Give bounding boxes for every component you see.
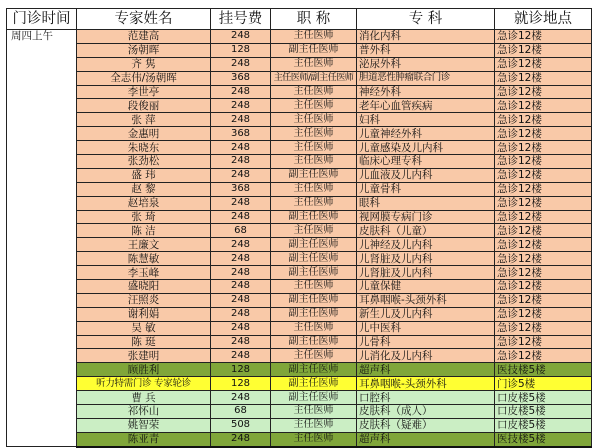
cell-specialty[interactable]: 皮肤科（疑难） xyxy=(357,418,495,432)
table-row[interactable] xyxy=(7,155,592,169)
column-header-location[interactable]: 就诊地点 xyxy=(495,9,592,30)
cell-registration-fee[interactable]: 508 xyxy=(211,418,271,432)
cell-location[interactable]: 急诊12楼 xyxy=(495,293,592,307)
cell-title[interactable]: 主任医师 xyxy=(271,155,357,169)
cell-title[interactable]: 主任医师 xyxy=(271,196,357,210)
cell-title[interactable]: 主任医师 xyxy=(271,182,357,196)
column-header-expert-name[interactable]: 专家姓名 xyxy=(77,9,211,30)
cell-title[interactable]: 副主任医师 xyxy=(271,43,357,57)
cell-specialty[interactable]: 胆道恶性肿瘤联合门诊 xyxy=(357,71,495,85)
cell-title[interactable]: 副主任医师 xyxy=(271,377,357,391)
table-row[interactable] xyxy=(7,363,592,377)
cell-registration-fee[interactable]: 128 xyxy=(211,377,271,391)
cell-location[interactable]: 急诊12楼 xyxy=(495,280,592,294)
cell-expert-name[interactable]: 祁怀山 xyxy=(77,405,211,419)
cell-location[interactable]: 急诊12楼 xyxy=(495,43,592,57)
cell-registration-fee[interactable]: 248 xyxy=(211,293,271,307)
cell-registration-fee[interactable]: 248 xyxy=(211,432,271,446)
cell-specialty[interactable]: 超声科 xyxy=(357,363,495,377)
cell-location[interactable]: 急诊12楼 xyxy=(495,335,592,349)
cell-specialty[interactable]: 耳鼻咽喉-头颈外科 xyxy=(357,377,495,391)
cell-registration-fee[interactable]: 248 xyxy=(211,391,271,405)
cell-registration-fee[interactable]: 248 xyxy=(211,238,271,252)
cell-registration-fee[interactable]: 248 xyxy=(211,266,271,280)
cell-specialty[interactable]: 儿骨科 xyxy=(357,335,495,349)
cell-title[interactable]: 副主任医师 xyxy=(271,210,357,224)
cell-specialty[interactable]: 儿中医科 xyxy=(357,321,495,335)
cell-registration-fee[interactable]: 248 xyxy=(211,30,271,44)
cell-registration-fee[interactable]: 368 xyxy=(211,182,271,196)
cell-expert-name[interactable]: 曹 兵 xyxy=(77,391,211,405)
cell-specialty[interactable]: 临床心理专科 xyxy=(357,155,495,169)
table-row[interactable] xyxy=(7,99,592,113)
table-row[interactable] xyxy=(7,238,592,252)
cell-title[interactable]: 主任医师 xyxy=(271,141,357,155)
cell-specialty[interactable]: 妇科 xyxy=(357,113,495,127)
cell-specialty[interactable]: 儿童神经外科 xyxy=(357,127,495,141)
cell-location[interactable]: 口皮楼5楼 xyxy=(495,405,592,419)
table-row[interactable] xyxy=(7,43,592,57)
table-row[interactable] xyxy=(7,405,592,419)
cell-specialty[interactable]: 消化内科 xyxy=(357,30,495,44)
cell-specialty[interactable]: 皮肤科（成人） xyxy=(357,405,495,419)
cell-location[interactable]: 急诊12楼 xyxy=(495,113,592,127)
table-row[interactable] xyxy=(7,30,592,44)
cell-title[interactable]: 副主任医师 xyxy=(271,266,357,280)
cell-location[interactable]: 急诊12楼 xyxy=(495,85,592,99)
cell-specialty[interactable]: 眼科 xyxy=(357,196,495,210)
cell-specialty[interactable]: 视网膜专病门诊 xyxy=(357,210,495,224)
table-row[interactable] xyxy=(7,210,592,224)
column-header-session-time[interactable]: 门诊时间 xyxy=(7,9,77,30)
cell-title[interactable]: 主任医师 xyxy=(271,405,357,419)
cell-expert-name[interactable]: 姚智荣 xyxy=(77,418,211,432)
cell-specialty[interactable]: 儿童骨科 xyxy=(357,182,495,196)
cell-expert-name[interactable]: 听力特需门诊 专家轮诊 xyxy=(77,377,211,391)
cell-title[interactable]: 主任医师 xyxy=(271,224,357,238)
cell-expert-name[interactable]: 汪照炎 xyxy=(77,293,211,307)
cell-registration-fee[interactable]: 248 xyxy=(211,252,271,266)
table-row[interactable] xyxy=(7,113,592,127)
cell-title[interactable]: 主任医师 xyxy=(271,321,357,335)
cell-expert-name[interactable]: 张 萍 xyxy=(77,113,211,127)
cell-registration-fee[interactable]: 248 xyxy=(211,85,271,99)
cell-location[interactable]: 急诊12楼 xyxy=(495,57,592,71)
cell-specialty[interactable]: 耳鼻咽喉-头颈外科 xyxy=(357,293,495,307)
cell-title[interactable]: 副主任医师 xyxy=(271,391,357,405)
cell-specialty[interactable]: 儿童感染及儿内科 xyxy=(357,141,495,155)
table-row[interactable] xyxy=(7,335,592,349)
cell-expert-name[interactable]: 张 琦 xyxy=(77,210,211,224)
table-row[interactable] xyxy=(7,280,592,294)
cell-expert-name[interactable]: 盛 玮 xyxy=(77,168,211,182)
table-row[interactable] xyxy=(7,266,592,280)
cell-title[interactable]: 副主任医师 xyxy=(271,293,357,307)
cell-title[interactable]: 副主任医师 xyxy=(271,252,357,266)
cell-location[interactable]: 口皮楼5楼 xyxy=(495,418,592,432)
cell-location[interactable]: 口皮楼5楼 xyxy=(495,391,592,405)
cell-specialty[interactable]: 超声科 xyxy=(357,432,495,446)
cell-title[interactable]: 副主任医师 xyxy=(271,168,357,182)
cell-specialty[interactable]: 新生儿及儿内科 xyxy=(357,307,495,321)
cell-expert-name[interactable]: 全志伟/汤朝晖 xyxy=(77,71,211,85)
cell-specialty[interactable]: 儿肾脏及儿内科 xyxy=(357,266,495,280)
table-row[interactable] xyxy=(7,377,592,391)
cell-location[interactable]: 急诊12楼 xyxy=(495,196,592,210)
cell-expert-name[interactable]: 段俊丽 xyxy=(77,99,211,113)
cell-specialty[interactable]: 皮肤科（儿童） xyxy=(357,224,495,238)
cell-title[interactable]: 主任医师 xyxy=(271,349,357,363)
cell-title[interactable]: 主任医师 xyxy=(271,127,357,141)
cell-specialty[interactable]: 老年心血管疾病 xyxy=(357,99,495,113)
cell-specialty[interactable]: 儿肾脏及儿内科 xyxy=(357,252,495,266)
table-row[interactable] xyxy=(7,432,592,446)
cell-registration-fee[interactable]: 248 xyxy=(211,57,271,71)
cell-location[interactable]: 急诊12楼 xyxy=(495,99,592,113)
column-header-registration-fee[interactable]: 挂号费 xyxy=(211,9,271,30)
table-row[interactable] xyxy=(7,141,592,155)
cell-title[interactable]: 主任医师 xyxy=(271,85,357,99)
cell-expert-name[interactable]: 范建高 xyxy=(77,30,211,44)
cell-specialty[interactable]: 儿神经及儿内科 xyxy=(357,238,495,252)
cell-registration-fee[interactable]: 248 xyxy=(211,307,271,321)
header-row xyxy=(7,9,592,30)
cell-registration-fee[interactable]: 248 xyxy=(211,155,271,169)
cell-specialty[interactable]: 儿消化及儿内科 xyxy=(357,349,495,363)
cell-expert-name[interactable]: 陈 珽 xyxy=(77,335,211,349)
cell-expert-name[interactable]: 金惠明 xyxy=(77,127,211,141)
cell-title[interactable]: 主任医师/副主任医师 xyxy=(271,71,357,85)
cell-expert-name[interactable]: 赵培泉 xyxy=(77,196,211,210)
cell-registration-fee[interactable]: 248 xyxy=(211,99,271,113)
cell-registration-fee[interactable]: 128 xyxy=(211,363,271,377)
cell-location[interactable]: 急诊12楼 xyxy=(495,349,592,363)
clinic-schedule-table xyxy=(6,8,592,448)
table-row[interactable] xyxy=(7,293,592,307)
table-row[interactable] xyxy=(7,57,592,71)
table-row[interactable] xyxy=(7,391,592,405)
cell-location[interactable]: 医技楼5楼 xyxy=(495,432,592,446)
table-row[interactable] xyxy=(7,349,592,363)
cell-expert-name[interactable]: 吴 敏 xyxy=(77,321,211,335)
table-row[interactable] xyxy=(7,224,592,238)
cell-session-time[interactable]: 周四上午 xyxy=(7,30,77,447)
cell-location[interactable]: 急诊12楼 xyxy=(495,30,592,44)
cell-registration-fee[interactable]: 248 xyxy=(211,196,271,210)
table-row[interactable] xyxy=(7,321,592,335)
cell-location[interactable]: 急诊12楼 xyxy=(495,127,592,141)
cell-registration-fee[interactable]: 248 xyxy=(211,168,271,182)
cell-expert-name[interactable]: 张建明 xyxy=(77,349,211,363)
cell-location[interactable]: 门诊5楼 xyxy=(495,377,592,391)
cell-title[interactable]: 副主任医师 xyxy=(271,307,357,321)
cell-expert-name[interactable]: 李世亭 xyxy=(77,85,211,99)
cell-title[interactable]: 主任医师 xyxy=(271,113,357,127)
cell-registration-fee[interactable]: 248 xyxy=(211,113,271,127)
cell-expert-name[interactable]: 谢利娟 xyxy=(77,307,211,321)
cell-title[interactable]: 主任医师 xyxy=(271,432,357,446)
schedule-rows xyxy=(7,30,592,447)
cell-registration-fee[interactable]: 248 xyxy=(211,349,271,363)
cell-location[interactable]: 急诊12楼 xyxy=(495,141,592,155)
cell-location[interactable]: 急诊12楼 xyxy=(495,155,592,169)
cell-title[interactable]: 副主任医师 xyxy=(271,238,357,252)
cell-specialty[interactable]: 神经外科 xyxy=(357,85,495,99)
cell-expert-name[interactable]: 陈慧敏 xyxy=(77,252,211,266)
cell-expert-name[interactable]: 齐 隽 xyxy=(77,57,211,71)
cell-registration-fee[interactable]: 68 xyxy=(211,224,271,238)
table-row[interactable] xyxy=(7,85,592,99)
cell-title[interactable]: 主任医师 xyxy=(271,30,357,44)
cell-expert-name[interactable]: 汤朝晖 xyxy=(77,43,211,57)
cell-location[interactable]: 急诊12楼 xyxy=(495,71,592,85)
cell-title[interactable]: 主任医师 xyxy=(271,418,357,432)
cell-registration-fee[interactable]: 248 xyxy=(211,280,271,294)
column-header-specialty[interactable]: 专 科 xyxy=(357,9,495,30)
cell-title[interactable]: 主任医师 xyxy=(271,99,357,113)
cell-specialty[interactable]: 儿血液及儿内科 xyxy=(357,168,495,182)
cell-expert-name[interactable]: 赵 黎 xyxy=(77,182,211,196)
cell-title[interactable]: 副主任医师 xyxy=(271,363,357,377)
table-row[interactable] xyxy=(7,71,592,85)
cell-expert-name[interactable]: 张劲松 xyxy=(77,155,211,169)
cell-expert-name[interactable]: 李玉峰 xyxy=(77,266,211,280)
cell-expert-name[interactable]: 陈亚青 xyxy=(77,432,211,446)
cell-location[interactable]: 急诊12楼 xyxy=(495,224,592,238)
cell-location[interactable]: 急诊12楼 xyxy=(495,210,592,224)
cell-location[interactable]: 急诊12楼 xyxy=(495,321,592,335)
cell-specialty[interactable]: 儿童保健 xyxy=(357,280,495,294)
cell-location[interactable]: 急诊12楼 xyxy=(495,238,592,252)
cell-location[interactable]: 急诊12楼 xyxy=(495,168,592,182)
column-header-title[interactable]: 职 称 xyxy=(271,9,357,30)
cell-expert-name[interactable]: 朱晓东 xyxy=(77,141,211,155)
cell-expert-name[interactable]: 盛晓阳 xyxy=(77,280,211,294)
cell-location[interactable]: 医技楼5楼 xyxy=(495,363,592,377)
cell-registration-fee[interactable]: 68 xyxy=(211,405,271,419)
table-row[interactable] xyxy=(7,252,592,266)
cell-specialty[interactable]: 口腔科 xyxy=(357,391,495,405)
cell-registration-fee[interactable]: 248 xyxy=(211,210,271,224)
cell-registration-fee[interactable]: 368 xyxy=(211,71,271,85)
cell-title[interactable]: 副主任医师 xyxy=(271,335,357,349)
cell-expert-name[interactable]: 顾胜利 xyxy=(77,363,211,377)
cell-location[interactable]: 急诊12楼 xyxy=(495,252,592,266)
cell-registration-fee[interactable]: 248 xyxy=(211,321,271,335)
cell-location[interactable]: 急诊12楼 xyxy=(495,307,592,321)
cell-registration-fee[interactable]: 248 xyxy=(211,335,271,349)
cell-location[interactable]: 急诊12楼 xyxy=(495,182,592,196)
table-row[interactable] xyxy=(7,168,592,182)
table-row[interactable] xyxy=(7,307,592,321)
cell-expert-name[interactable]: 王廉文 xyxy=(77,238,211,252)
cell-registration-fee[interactable]: 128 xyxy=(211,43,271,57)
cell-specialty[interactable]: 普外科 xyxy=(357,43,495,57)
cell-registration-fee[interactable]: 368 xyxy=(211,127,271,141)
cell-location[interactable]: 急诊12楼 xyxy=(495,266,592,280)
table-row[interactable] xyxy=(7,196,592,210)
cell-title[interactable]: 主任医师 xyxy=(271,280,357,294)
cell-title[interactable]: 主任医师 xyxy=(271,57,357,71)
cell-expert-name[interactable]: 陈 洁 xyxy=(77,224,211,238)
table-row[interactable] xyxy=(7,182,592,196)
table-row[interactable] xyxy=(7,418,592,432)
table-row[interactable] xyxy=(7,127,592,141)
cell-registration-fee[interactable]: 248 xyxy=(211,141,271,155)
cell-specialty[interactable]: 泌尿外科 xyxy=(357,57,495,71)
